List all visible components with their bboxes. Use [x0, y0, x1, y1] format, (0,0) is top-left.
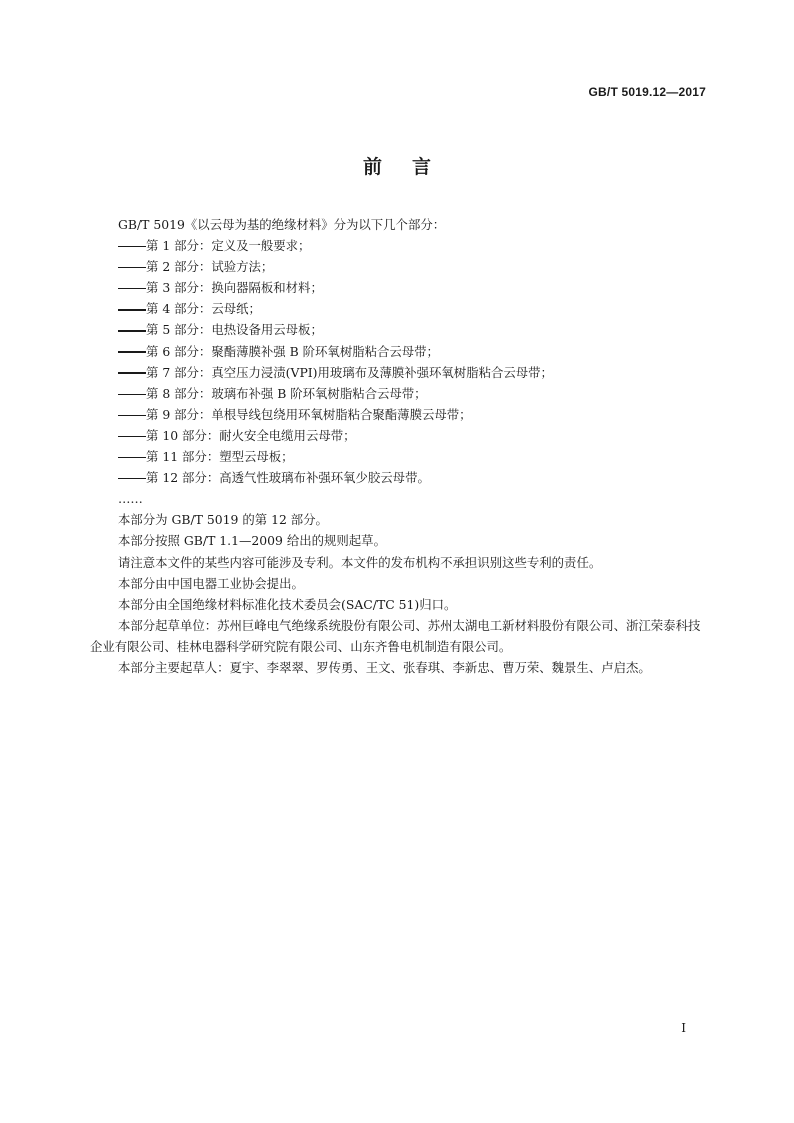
list-item: 第 3 部分：换向器隔板和材料；: [90, 277, 712, 298]
dash-mark: [118, 267, 146, 268]
list-item: 第 1 部分：定义及一般要求；: [90, 235, 712, 256]
foreword-body: [90, 214, 712, 678]
list-item: 第 5 部分：电热设备用云母板；: [90, 319, 712, 340]
page-number: I: [681, 1021, 686, 1035]
dash-mark: [118, 457, 146, 458]
dash-mark: [118, 351, 146, 352]
list-item: 第 4 部分：云母纸；: [90, 298, 712, 319]
dash-mark: [118, 372, 146, 373]
list-item: 第 8 部分：玻璃布补强 B 阶环氧树脂粘合云母带；: [90, 383, 712, 404]
paragraph-patent-notice: 请注意本文件的某些内容可能涉及专利。本文件的发布机构不承担识别这些专利的责任。: [118, 554, 602, 570]
paragraph-drafting-rules: 本部分按照 GB/T 1.1—2009 给出的规则起草。: [118, 533, 386, 549]
standard-number: GB/T 5019.12—2017: [588, 85, 706, 99]
list-item: 第 10 部分：耐火安全电缆用云母带；: [90, 425, 712, 446]
paragraph-drafters: 本部分主要起草人：夏宇、李翠翠、罗传勇、王文、张春琪、李新忠、曹万荣、魏景生、卢启杰。: [118, 659, 651, 675]
dash-mark: [118, 436, 146, 437]
list-item: 第 12 部分：高透气性玻璃布补强环氧少胶云母带。: [90, 467, 712, 488]
dash-mark: [118, 415, 146, 416]
intro-paragraph: GB/T 5019《以云母为基的绝缘材料》分为以下几个部分：: [118, 217, 446, 232]
list-item: 第 7 部分：真空压力浸渍(VPI)用玻璃布及薄膜补强环氧树脂粘合云母带；: [90, 362, 712, 383]
list-item: 第 9 部分：单根导线包绕用环氧树脂粘合聚酯薄膜云母带；: [90, 404, 712, 425]
paragraph-part-statement: 本部分为 GB/T 5019 的第 12 部分。: [118, 512, 328, 528]
paragraph-drafting-units: 本部分起草单位：苏州巨峰电气绝缘系统股份有限公司、苏州太湖电工新材料股份有限公司、浙江荣泰科技企业有限公司、桂林电器科学研究院有限公司、山东齐鲁电机制造有限公司。: [90, 617, 701, 654]
paragraph-proposer: 本部分由中国电器工业协会提出。: [118, 575, 304, 591]
dash-mark: [118, 394, 146, 395]
dash-mark: [118, 309, 146, 310]
paragraph-committee: 本部分由全国绝缘材料标准化技术委员会(SAC/TC 51)归口。: [118, 596, 457, 612]
dash-mark: [118, 330, 146, 331]
list-item: 第 11 部分：塑型云母板；: [90, 446, 712, 467]
page-title: 前言: [362, 156, 461, 178]
dash-mark: [118, 478, 146, 479]
list-ellipsis: ……: [118, 491, 143, 507]
dash-mark: [118, 288, 146, 289]
list-item: 第 6 部分：聚酯薄膜补强 B 阶环氧树脂粘合云母带；: [90, 341, 712, 362]
dash-mark: [118, 246, 146, 247]
list-item: 第 2 部分：试验方法；: [90, 256, 712, 277]
